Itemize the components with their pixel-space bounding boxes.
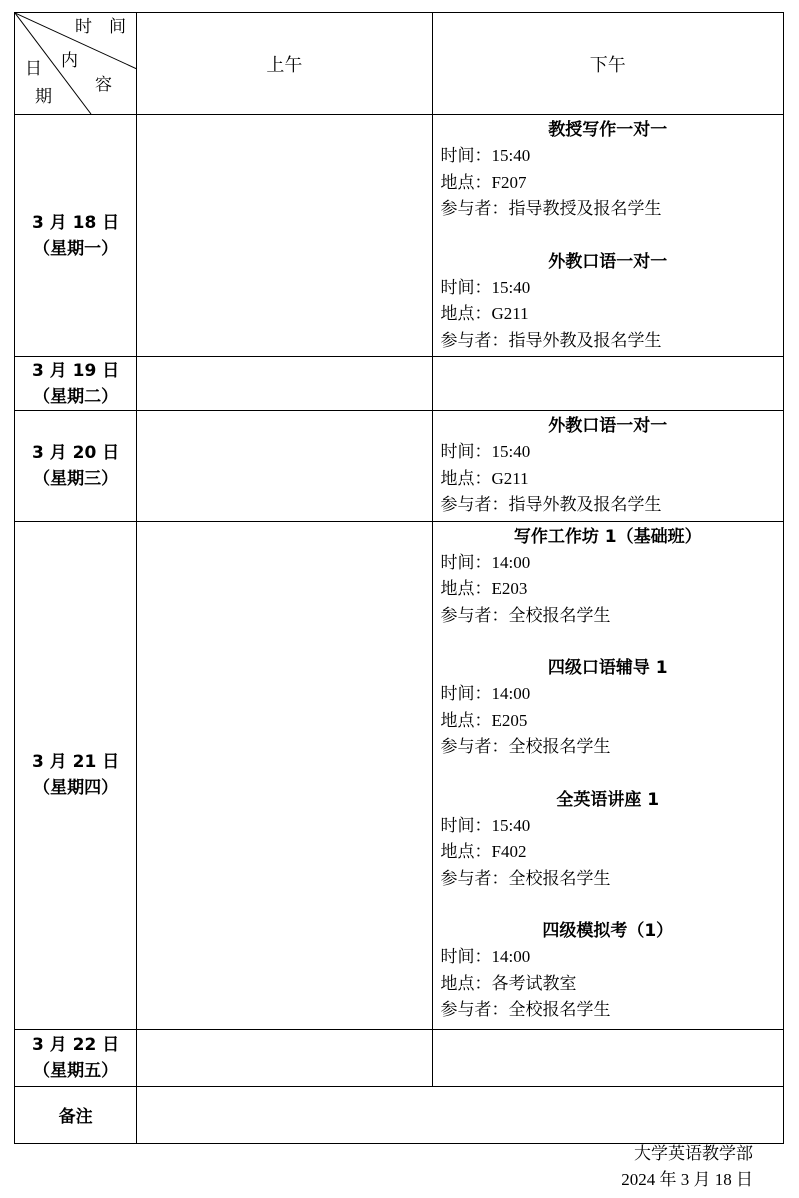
date-label: 3 月 19 日 <box>31 360 120 381</box>
am-cell <box>137 411 432 522</box>
event-place-value: G211 <box>491 304 529 323</box>
event-place-line <box>441 170 775 197</box>
corner-time-1: 时 <box>75 17 92 37</box>
event-place-label: 地点： <box>440 468 492 489</box>
event-time-label: 时间： <box>440 815 492 836</box>
event-place-value: 各考试教室 <box>491 973 577 993</box>
event-time-label: 时间： <box>440 146 492 166</box>
am-cell <box>137 1029 432 1086</box>
schedule-row <box>15 357 784 411</box>
schedule-row <box>15 411 784 522</box>
date-cell <box>15 357 137 411</box>
event-time-line <box>441 439 775 466</box>
event-time-line <box>441 944 775 971</box>
header-am: 上午 <box>137 13 432 115</box>
event-place-line <box>441 576 775 603</box>
event-participants-line <box>441 603 775 630</box>
event-time-line <box>441 681 775 708</box>
corner-date-2: 期 <box>35 87 52 107</box>
event-participants-value: 指导教授及报名学生 <box>508 199 662 219</box>
event-title: 教授写作一对一 <box>548 120 668 140</box>
event-place-value: E205 <box>491 710 528 730</box>
event-participants-value: 全校报名学生 <box>508 868 611 889</box>
event-place-label: 地点： <box>440 172 492 193</box>
event-participants-label: 参与者： <box>440 868 509 889</box>
header-row <box>15 13 784 115</box>
event-place-line <box>441 708 775 735</box>
date-label: 3 月 22 日 <box>31 1034 120 1055</box>
pm-cell <box>432 521 783 1029</box>
corner-content-1: 内 <box>61 51 78 71</box>
event-place-label: 地点： <box>440 710 492 731</box>
am-cell <box>137 357 432 411</box>
event-participants-label: 参与者： <box>440 1000 509 1020</box>
event-participants-label: 参与者： <box>440 330 509 351</box>
event-participants-value: 指导外教及报名学生 <box>508 330 662 351</box>
event-place-value: E203 <box>491 579 528 598</box>
date-label: 3 月 18 日 <box>31 212 120 233</box>
event-place-line <box>441 839 775 866</box>
event-time-value: 14:00 <box>491 947 531 966</box>
weekday-label: （星期二） <box>33 386 119 407</box>
event-participants-value: 指导外教及报名学生 <box>508 495 662 515</box>
event-title: 四级口语辅导 1 <box>547 658 668 678</box>
event-time-label: 时间： <box>440 442 492 462</box>
event-title: 四级模拟考（1） <box>542 921 674 941</box>
corner-header-cell <box>15 13 137 115</box>
event-participants-line <box>441 328 775 355</box>
event-time-line <box>441 143 775 170</box>
am-cell <box>137 521 432 1029</box>
event-participants-line <box>441 866 775 893</box>
date-cell <box>15 521 137 1029</box>
event-title: 外教口语一对一 <box>548 251 668 272</box>
date-cell <box>15 115 137 357</box>
pm-cell <box>432 1029 783 1086</box>
event-participants-label: 参与者： <box>440 737 509 757</box>
corner-content-2: 容 <box>95 75 112 95</box>
notes-value <box>137 1086 784 1143</box>
event-time-value: 14:00 <box>491 552 531 572</box>
event-time-value: 14:00 <box>491 684 531 703</box>
event-place-value: G211 <box>491 468 529 488</box>
event-time-value: 15:40 <box>491 815 531 835</box>
schedule-table <box>14 12 784 1144</box>
event-time-value: 15:40 <box>491 146 531 165</box>
footer <box>621 1141 753 1193</box>
event-block <box>441 655 775 761</box>
weekday-label: （星期四） <box>33 778 119 798</box>
schedule-row <box>15 1029 784 1086</box>
event-place-label: 地点： <box>440 973 492 994</box>
footer-date: 2024 年 3 月 18 日 <box>621 1170 753 1189</box>
event-block <box>441 524 775 630</box>
event-participants-value: 全校报名学生 <box>508 1000 611 1020</box>
event-place-line <box>441 301 775 328</box>
event-time-value: 15:40 <box>491 277 531 297</box>
event-place-value: F402 <box>491 842 527 861</box>
header-pm: 下午 <box>432 13 783 115</box>
event-time-value: 15:40 <box>491 442 531 461</box>
corner-time-2: 间 <box>109 17 126 37</box>
am-cell <box>137 115 432 357</box>
event-participants-line <box>441 196 775 223</box>
event-block <box>441 413 775 519</box>
footer-department: 大学英语教学部 <box>634 1144 753 1164</box>
event-block <box>441 918 775 1024</box>
date-label: 3 月 21 日 <box>31 752 120 772</box>
event-time-line <box>441 813 775 840</box>
weekday-label: （星期一） <box>33 238 119 259</box>
weekday-label: （星期三） <box>33 468 119 489</box>
date-label: 3 月 20 日 <box>31 442 120 463</box>
event-participants-line <box>441 997 775 1024</box>
event-place-label: 地点： <box>440 579 492 599</box>
event-title: 全英语讲座 1 <box>556 789 660 810</box>
event-place-line <box>441 971 775 998</box>
event-time-label: 时间： <box>440 552 492 573</box>
event-place-label: 地点： <box>440 304 492 324</box>
event-time-line <box>441 550 775 577</box>
date-cell <box>15 1029 137 1086</box>
event-participants-value: 全校报名学生 <box>508 737 611 757</box>
event-participants-label: 参与者： <box>440 605 509 626</box>
event-block <box>441 249 775 355</box>
event-time-label: 时间： <box>440 277 492 298</box>
event-participants-value: 全校报名学生 <box>508 605 611 626</box>
event-title: 写作工作坊 1（基础班） <box>513 526 702 547</box>
event-participants-label: 参与者： <box>440 495 509 515</box>
event-time-label: 时间： <box>440 947 492 967</box>
schedule-row <box>15 521 784 1029</box>
event-block <box>441 787 775 893</box>
event-participants-line <box>441 734 775 761</box>
event-block <box>441 117 775 223</box>
notes-row <box>15 1086 784 1143</box>
event-place-label: 地点： <box>440 842 492 862</box>
date-cell <box>15 411 137 522</box>
pm-cell <box>432 411 783 522</box>
weekday-label: （星期五） <box>33 1060 119 1081</box>
event-title: 外教口语一对一 <box>548 416 668 436</box>
notes-label: 备注 <box>15 1086 137 1143</box>
event-time-line <box>441 275 775 302</box>
event-participants-label: 参与者： <box>440 199 509 219</box>
schedule-row <box>15 115 784 357</box>
corner-date-1: 日 <box>25 59 42 79</box>
event-place-line <box>441 466 775 493</box>
pm-cell <box>432 115 783 357</box>
event-time-label: 时间： <box>440 684 492 704</box>
event-participants-line <box>441 492 775 519</box>
event-place-value: F207 <box>491 172 527 192</box>
pm-cell <box>432 357 783 411</box>
